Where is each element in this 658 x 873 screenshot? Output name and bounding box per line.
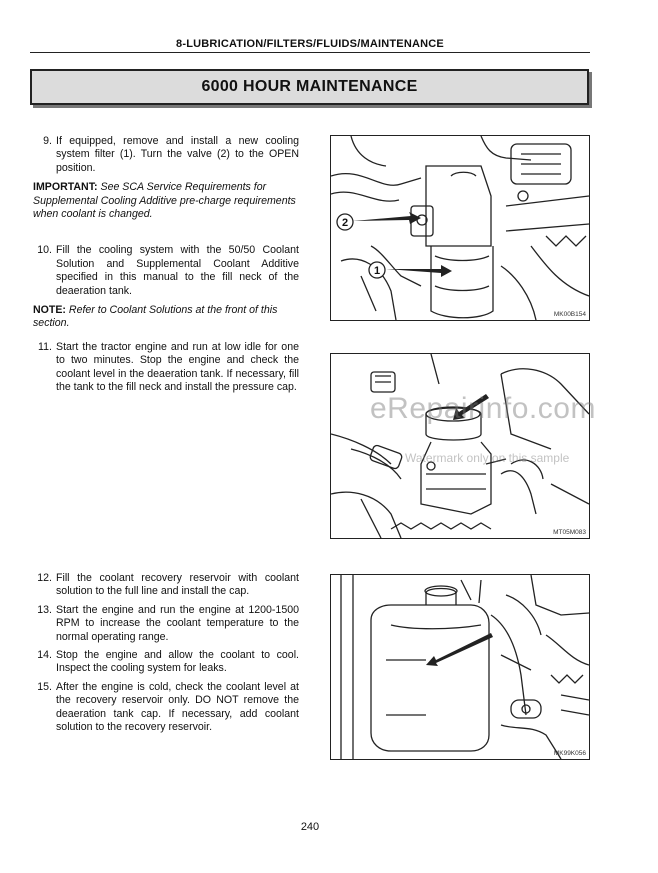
step-10	[33, 244, 299, 298]
callout-1: 1	[373, 265, 381, 277]
text-block-2	[33, 572, 299, 734]
step-number: 11.	[38, 340, 52, 353]
watermark-caption: Watermark only on this sample	[405, 451, 570, 465]
step-number: 13.	[37, 603, 52, 616]
deaeration-tank-illustration	[331, 354, 589, 538]
step-text: Stop the engine and allow the coolant to cool. Inspect the cooling system for leaks.	[56, 649, 299, 675]
note-label: NOTE:	[33, 304, 66, 317]
watermark-logo: eRepairinfo.com	[370, 392, 596, 425]
step-number: 9.	[43, 135, 52, 147]
figure-code: MT05M083	[553, 529, 586, 536]
figure-recovery-reservoir	[330, 574, 590, 760]
callout-2: 2	[341, 217, 349, 229]
text-block-1	[33, 135, 299, 395]
important-label: IMPORTANT:	[33, 181, 98, 194]
figure-code: MK00B154	[553, 311, 586, 318]
step-9	[33, 135, 299, 175]
step-text: After the engine is cold, check the coolant level at the recovery reservoir only. DO NOT remove the deaeration tank cap. If necessary, add coolant solution to the recovery reservoir.	[56, 680, 299, 734]
step-number: 10.	[37, 244, 52, 257]
step-13	[33, 604, 299, 644]
figure-deaeration-tank	[330, 353, 590, 539]
step-number: 14.	[37, 649, 52, 662]
recovery-reservoir-illustration	[331, 575, 589, 759]
important-note	[33, 181, 299, 221]
step-number: 15.	[37, 680, 52, 693]
step-11	[33, 341, 299, 395]
step-12	[33, 572, 299, 599]
step-number: 12.	[37, 572, 52, 584]
note-text: Refer to Coolant Solutions at the front of this section.	[33, 304, 278, 330]
figure-coolant-filter	[330, 135, 590, 321]
step-text: Fill the coolant recovery reservoir with coolant solution to the full line and install the cap.	[56, 572, 299, 598]
page-number: 240	[300, 821, 320, 833]
note	[33, 304, 299, 331]
coolant-filter-illustration	[331, 136, 589, 320]
important-text: See SCA Service Requirements for Supplemental Cooling Additive pre-charge requirements when coolant is changed.	[33, 181, 296, 221]
step-text: Start the engine and run the engine at 1200-1500 RPM to increase the coolant temperature to the normal operating range.	[56, 603, 299, 643]
section-title: 6000 HOUR MAINTENANCE	[30, 69, 589, 105]
step-text: If equipped, remove and install a new cooling system filter (1). Turn the valve (2) to the OPEN position.	[56, 135, 299, 174]
header-rule	[30, 52, 590, 53]
running-header: 8-LUBRICATION/FILTERS/FLUIDS/MAINTENANCE	[176, 38, 444, 50]
step-14	[33, 649, 299, 676]
figure-code: MK99K056	[553, 750, 586, 757]
step-text: Fill the cooling system with the 50/50 Coolant Solution and Supplemental Coolant Additive specified in this manual to the fill neck of the deaeration tank.	[56, 244, 299, 297]
step-text: Start the tractor engine and run at low idle for one to two minutes. Stop the engine and check the coolant level in the deaeration tank. If necessary, fill the tank to the fill neck and install the pressure cap.	[56, 340, 299, 394]
step-15	[33, 681, 299, 735]
